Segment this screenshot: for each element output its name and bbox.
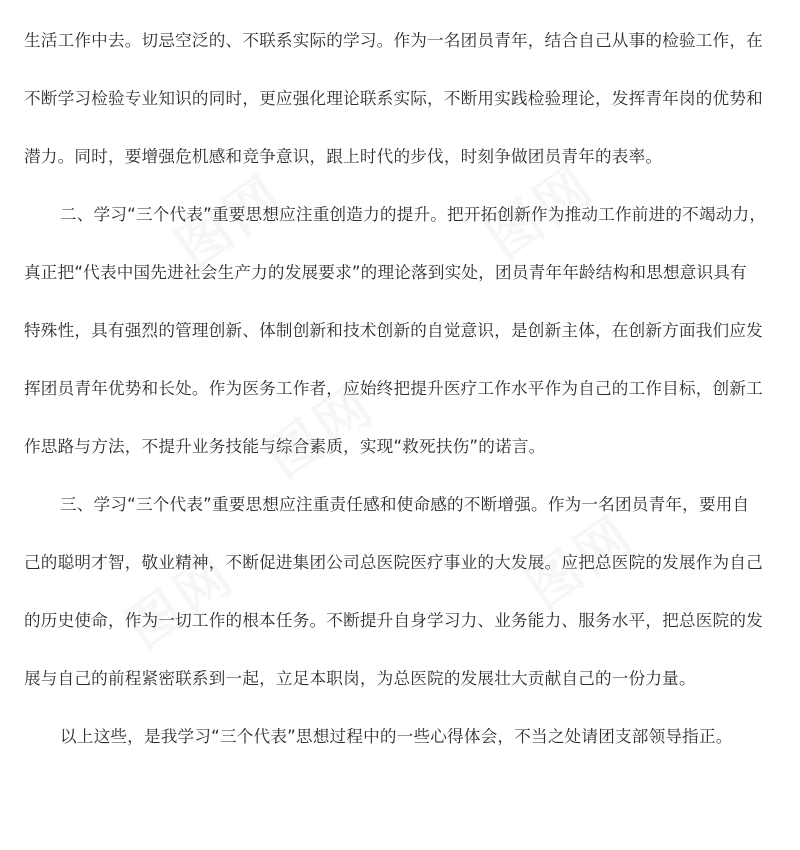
paragraph-line: 挥团员青年优势和长处。作为医务工作者，应始终把提升医疗工作水平作为自己的工作目标，创新工 — [24, 379, 763, 398]
paragraph-line: 生活工作中去。切忌空泛的、不联系实际的学习。作为一名团员青年，结合自己从事的检验工作，在 — [24, 31, 763, 50]
paragraph-line: 真正把“代表中国先进社会生产力的发展要求”的理论落到实处，团员青年年龄结构和思想意识具有 — [24, 263, 747, 282]
paragraph-line: 三、学习“三个代表”重要思想应注重责任感和使命感的不断增强。作为一名团员青年，要用自 — [60, 495, 750, 514]
paragraph-line: 展与自己的前程紧密联系到一起，立足本职岗，为总医院的发展壮大贡献自己的一份力量。 — [24, 669, 696, 688]
paragraph-line: 二、学习“三个代表”重要思想应注重创造力的提升。把开拓创新作为推动工作前进的不竭动力， — [60, 205, 767, 224]
paragraph-line: 不断学习检验专业知识的同时，更应强化理论联系实际，不断用实践检验理论，发挥青年岗的优势和 — [24, 89, 763, 108]
paragraph-line: 己的聪明才智，敬业精神，不断促进集团公司总医院医疗事业的大发展。应把总医院的发展作为自己 — [24, 553, 763, 572]
paragraph-line: 作思路与方法，不提升业务技能与综合素质，实现“救死扶伤”的诺言。 — [24, 437, 546, 456]
paragraph-line: 的历史使命，作为一切工作的根本任务。不断提升自身学习力、业务能力、服务水平，把总医院的发 — [24, 611, 763, 630]
paragraph-line: 特殊性，具有强烈的管理创新、体制创新和技术创新的自觉意识，是创新主体，在创新方面我们应发 — [24, 321, 763, 340]
paragraph-line: 潜力。同时，要增强危机感和竞争意识，跟上时代的步伐，时刻争做团员青年的表率。 — [24, 147, 663, 166]
document-body — [24, 22, 784, 776]
paragraph-line: 以上这些，是我学习“三个代表”思想过程中的一些心得体会，不当之处请团支部领导指正。 — [60, 727, 733, 746]
